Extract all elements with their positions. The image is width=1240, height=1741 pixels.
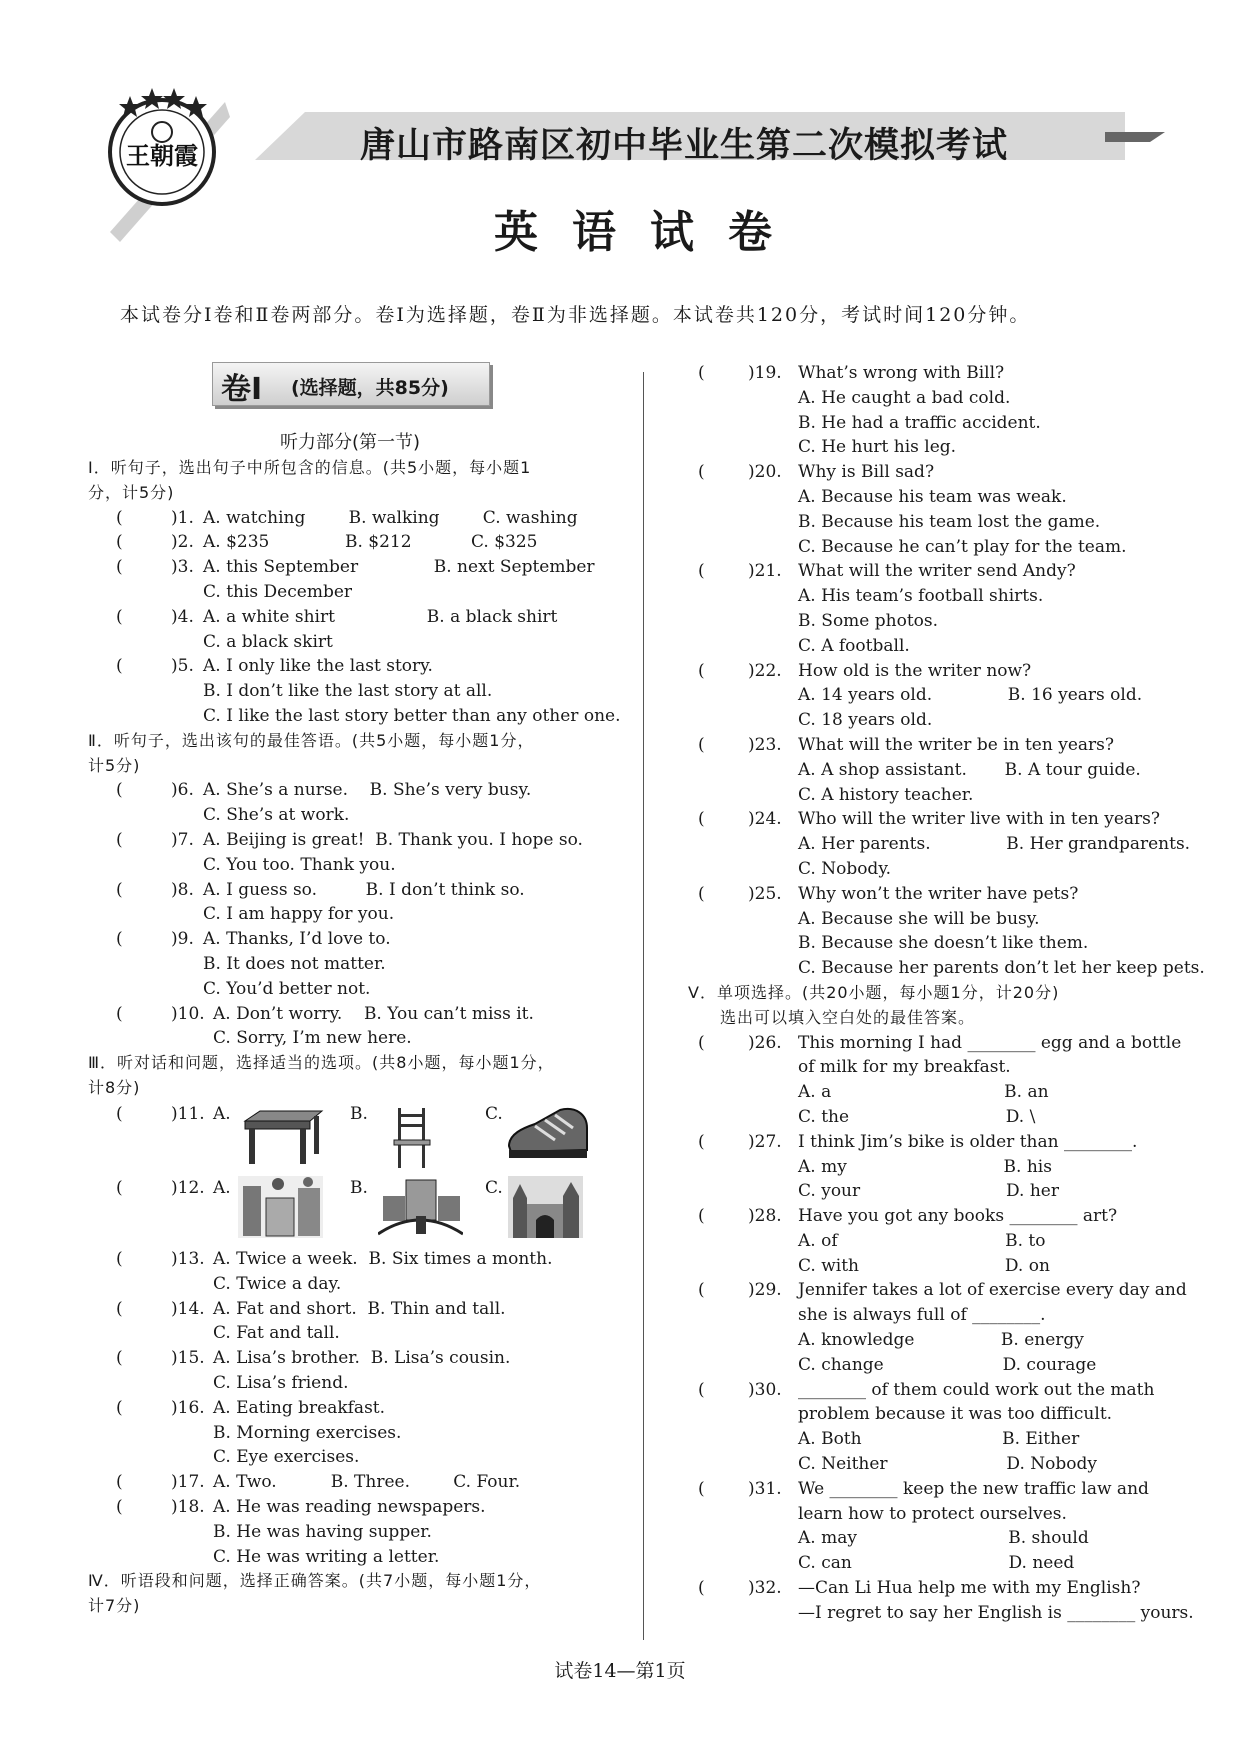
question-number: )7.	[171, 829, 194, 850]
option-line	[688, 1328, 1208, 1353]
heading-text: 分，计5分)	[88, 482, 175, 502]
question-number: )13.	[171, 1249, 205, 1269]
question-line	[88, 828, 628, 853]
answer-paren[interactable]: (	[698, 363, 705, 383]
option-text: she is always full of ________.	[798, 1305, 1046, 1326]
section-heading	[88, 456, 628, 481]
option-text: A. 14 years old. B. 16 years old.	[798, 685, 1143, 706]
option-b-label: B.	[350, 1178, 368, 1198]
option-text: C. A football.	[798, 635, 910, 656]
question-text: A. $235 B. $212 C. $325	[203, 532, 538, 553]
question-line	[88, 1396, 628, 1421]
question-text: What’s wrong with Bill?	[798, 363, 1005, 383]
question-text: Who will the writer live with in ten years?	[798, 809, 1161, 830]
option-line	[688, 609, 1208, 634]
answer-paren[interactable]: (	[116, 829, 123, 850]
answer-paren[interactable]: (	[698, 1478, 705, 1499]
answer-paren[interactable]: (	[698, 1131, 705, 1152]
answer-paren[interactable]: (	[698, 660, 705, 681]
heading-text: Ⅰ．听句子，选出句子中所包含的信息。(共5小题，每小题1	[88, 458, 532, 477]
option-text: of milk for my breakfast.	[798, 1057, 1011, 1078]
exam-title: 唐山市路南区初中毕业生第二次模拟考试	[360, 125, 1009, 166]
question-text: A. watching B. walking C. washing	[203, 507, 578, 528]
option-line	[688, 1502, 1208, 1527]
option-line	[688, 1452, 1208, 1477]
question-line	[688, 1031, 1208, 1056]
option-line	[688, 1526, 1208, 1551]
shoe-picture	[505, 1106, 590, 1161]
question-number: )24.	[748, 809, 782, 830]
question-text: A. Two. B. Three. C. Four.	[213, 1472, 521, 1493]
option-text: A. He caught a bad cold.	[798, 387, 1011, 408]
question-line	[88, 506, 628, 531]
question-number: )8.	[171, 879, 194, 900]
column-divider	[643, 372, 644, 1640]
question-text: This morning I had ________ egg and a bottle	[798, 1032, 1182, 1053]
volume-label: 卷Ⅰ	[221, 372, 263, 407]
question-text: What will the writer send Andy?	[798, 561, 1076, 582]
option-line	[688, 1080, 1208, 1105]
page-footer: 试卷14—第1页	[554, 1660, 686, 1682]
question-text: Jennifer takes a lot of exercise every day and	[798, 1280, 1187, 1301]
option-line	[688, 1551, 1208, 1576]
option-text: A. my B. his	[798, 1156, 1052, 1177]
question-text: I think Jim’s bike is older than ________.	[798, 1131, 1138, 1152]
question-text: A. I only like the last story.	[203, 656, 433, 677]
option-line	[88, 1520, 628, 1545]
question-line	[88, 605, 628, 630]
answer-paren[interactable]: (	[116, 1104, 123, 1124]
answer-paren[interactable]: (	[116, 1178, 123, 1198]
volume-note: (选择题，共85分)	[291, 377, 449, 399]
listening-section-title: 听力部分(第一节)	[279, 432, 421, 453]
option-text: A. His team’s football shirts.	[798, 586, 1044, 607]
section-heading	[88, 1569, 628, 1594]
question-text: A. Don’t worry. B. You can’t miss it.	[213, 1003, 534, 1024]
question-number: )17.	[171, 1472, 205, 1493]
answer-paren[interactable]: (	[116, 780, 123, 801]
option-line	[88, 977, 628, 1002]
question-number: )20.	[748, 462, 782, 483]
option-text: C. I am happy for you.	[203, 904, 395, 925]
question-text: A. Thanks, I’d love to.	[203, 929, 391, 950]
heading-text: 计5分)	[88, 755, 141, 775]
left-column-bottom	[88, 1247, 628, 1619]
question-number: )3.	[171, 557, 194, 578]
question-number: )18.	[171, 1496, 205, 1517]
option-line	[688, 907, 1208, 932]
option-line	[688, 1427, 1208, 1452]
option-text: C. with D. on	[798, 1255, 1050, 1276]
option-text: C. a black skirt	[203, 631, 333, 652]
option-c-label: C.	[485, 1104, 503, 1124]
question-text: How old is the writer now?	[798, 660, 1032, 681]
answer-paren[interactable]: (	[116, 1003, 123, 1024]
option-line	[688, 832, 1208, 857]
heading-text: 计7分)	[88, 1596, 141, 1616]
option-text: C. Neither D. Nobody	[798, 1454, 1097, 1475]
option-line	[88, 630, 628, 655]
question-number: )16.	[171, 1397, 205, 1418]
option-text: C. Twice a day.	[213, 1273, 342, 1294]
option-text: C. Because her parents don’t let her keep pets.	[798, 958, 1205, 979]
answer-paren[interactable]: (	[698, 1032, 705, 1053]
question-line	[88, 654, 628, 679]
question-line	[88, 555, 628, 580]
option-text: C. A history teacher.	[798, 784, 974, 805]
heading-text: 计8分)	[88, 1077, 141, 1097]
answer-paren[interactable]: (	[116, 1496, 123, 1517]
question-line	[688, 1204, 1208, 1229]
option-text: B. It does not matter.	[203, 953, 386, 974]
question-text: A. She’s a nurse. B. She’s very busy.	[203, 780, 532, 801]
question-number: )11.	[171, 1104, 205, 1124]
answer-paren[interactable]: (	[116, 1397, 123, 1418]
option-line	[88, 803, 628, 828]
question-number: )19.	[748, 363, 782, 383]
question-number: )9.	[171, 929, 194, 950]
option-line	[688, 510, 1208, 535]
section-heading	[88, 1051, 628, 1076]
question-text: A. Beijing is great! B. Thank you. I hope so.	[203, 829, 583, 850]
answer-paren[interactable]: (	[698, 1379, 705, 1400]
option-c-label: C.	[485, 1178, 503, 1198]
answer-paren[interactable]: (	[116, 879, 123, 900]
question-line	[88, 1002, 628, 1027]
option-line	[688, 1402, 1208, 1427]
question-number: )22.	[748, 660, 782, 681]
option-line	[688, 1055, 1208, 1080]
answer-paren[interactable]: (	[698, 462, 705, 483]
question-number: )1.	[171, 507, 194, 528]
question-line	[88, 927, 628, 952]
question-line	[688, 882, 1208, 907]
option-text: B. I don’t like the last story at all.	[203, 681, 493, 702]
question-number: )23.	[748, 734, 782, 755]
option-line	[688, 535, 1208, 560]
answer-paren[interactable]: (	[116, 1298, 123, 1319]
right-column	[688, 361, 1208, 1626]
option-text: C. He hurt his leg.	[798, 437, 957, 458]
option-line	[88, 902, 628, 927]
answer-paren[interactable]: (	[116, 507, 123, 528]
question-line	[688, 1576, 1208, 1601]
option-text: C. I like the last story better than any other one.	[203, 705, 621, 726]
option-line	[688, 584, 1208, 609]
option-text: C. She’s at work.	[203, 805, 350, 826]
section-heading	[88, 1594, 628, 1619]
exam-subtitle: 英语试卷	[494, 207, 806, 258]
option-line	[688, 956, 1208, 981]
answer-paren[interactable]: (	[116, 1348, 123, 1369]
option-line	[88, 1421, 628, 1446]
answer-paren[interactable]: (	[698, 1206, 705, 1227]
question-line	[688, 733, 1208, 758]
question-text: A. a white shirt B. a black shirt	[203, 606, 558, 627]
question-line	[688, 559, 1208, 584]
question-line	[688, 1378, 1208, 1403]
heading-text: Ⅴ．单项选择。(共20小题，每小题1分，计20分)	[688, 982, 1060, 1002]
heading-text: 选出可以填入空白处的最佳答案。	[720, 1007, 976, 1027]
option-text: C. Lisa’s friend.	[213, 1372, 349, 1393]
question-text: Why is Bill sad?	[798, 462, 935, 483]
option-line	[688, 708, 1208, 733]
answer-paren[interactable]: (	[116, 1249, 123, 1269]
option-text: C. your D. her	[798, 1181, 1059, 1202]
question-number: )12.	[171, 1178, 205, 1198]
answer-paren[interactable]: (	[116, 929, 123, 950]
option-line	[88, 679, 628, 704]
option-line	[688, 857, 1208, 882]
building-picture	[378, 1176, 463, 1238]
question-number: )5.	[171, 656, 194, 677]
option-b-label: B.	[350, 1104, 368, 1124]
option-text: C. Fat and tall.	[213, 1323, 340, 1344]
question-number: )30.	[748, 1379, 782, 1400]
question-line	[88, 1470, 628, 1495]
option-text: A. of B. to	[798, 1230, 1046, 1251]
option-text: B. He had a traffic accident.	[798, 412, 1041, 433]
question-text: A. Eating breakfast.	[213, 1397, 386, 1418]
option-line	[88, 1272, 628, 1297]
castle-picture	[508, 1176, 583, 1238]
question-line	[88, 1495, 628, 1520]
option-line	[688, 683, 1208, 708]
heading-text: Ⅱ．听句子，选出该句的最佳答语。(共5小题，每小题1分，	[88, 730, 535, 750]
option-a-label: A.	[213, 1104, 231, 1124]
option-text: problem because it was too difficult.	[798, 1404, 1113, 1425]
section-heading	[88, 1076, 628, 1101]
question-line	[88, 1247, 628, 1272]
option-line	[688, 485, 1208, 510]
question-text: Have you got any books ________ art?	[798, 1206, 1118, 1227]
option-line	[88, 1371, 628, 1396]
table-picture	[240, 1106, 325, 1166]
option-line	[688, 386, 1208, 411]
answer-paren[interactable]: (	[116, 606, 123, 627]
exam-instructions: 本试卷分Ⅰ卷和Ⅱ卷两部分。卷Ⅰ为选择题，卷Ⅱ为非选择题。本试卷共120分，考试时间120分钟。	[120, 304, 1031, 326]
option-line	[88, 952, 628, 977]
question-text: A. I guess so. B. I don’t think so.	[203, 879, 525, 900]
option-line	[688, 411, 1208, 436]
option-text: A. A shop assistant. B. A tour guide.	[798, 759, 1141, 780]
question-line	[88, 1297, 628, 1322]
answer-paren[interactable]: (	[698, 734, 705, 755]
question-text: A. this September B. next September	[203, 557, 595, 578]
option-text: A. Because his team was weak.	[798, 486, 1067, 507]
option-line	[688, 758, 1208, 783]
option-text: A. a B. an	[798, 1082, 1049, 1103]
option-line	[88, 1545, 628, 1570]
option-line	[688, 1254, 1208, 1279]
option-text: C. You’d better not.	[203, 978, 371, 999]
option-line	[688, 1105, 1208, 1130]
answer-paren[interactable]: (	[698, 1280, 705, 1301]
question-line	[688, 460, 1208, 485]
option-line	[688, 1353, 1208, 1378]
option-text: C. Sorry, I’m new here.	[213, 1028, 412, 1049]
section-heading	[88, 729, 628, 754]
volume-label-box	[212, 362, 490, 406]
option-text: B. He was having supper.	[213, 1521, 432, 1542]
option-line	[688, 1179, 1208, 1204]
option-text: A. Both B. Either	[798, 1429, 1080, 1450]
answer-paren[interactable]: (	[116, 532, 123, 553]
answer-paren[interactable]: (	[698, 809, 705, 830]
option-line	[88, 1321, 628, 1346]
option-line	[88, 1026, 628, 1051]
section-heading	[88, 754, 628, 779]
question-number: )6.	[171, 780, 194, 801]
question-number: )10.	[171, 1003, 205, 1024]
option-line	[688, 1155, 1208, 1180]
question-line	[88, 1346, 628, 1371]
question-number: )32.	[748, 1578, 782, 1599]
section-heading	[688, 981, 1208, 1006]
option-line	[88, 1445, 628, 1470]
option-text: C. He was writing a letter.	[213, 1546, 440, 1567]
chair-picture	[390, 1106, 435, 1171]
option-line	[688, 435, 1208, 460]
option-text: B. Because his team lost the game.	[798, 511, 1101, 532]
question-text: —Can Li Hua help me with my English?	[798, 1578, 1141, 1599]
section-heading	[88, 481, 628, 506]
option-text: B. Because she doesn’t like them.	[798, 933, 1089, 954]
option-line	[88, 853, 628, 878]
option-text: A. Her parents. B. Her grandparents.	[798, 834, 1191, 855]
heading-text: Ⅳ．听语段和问题，选择正确答案。(共7小题，每小题1分，	[88, 1571, 542, 1591]
option-text: learn how to protect ourselves.	[798, 1503, 1067, 1524]
answer-paren[interactable]: (	[116, 656, 123, 677]
option-text: A. Because she will be busy.	[798, 908, 1040, 929]
question-line	[688, 1477, 1208, 1502]
answer-paren[interactable]: (	[116, 1472, 123, 1493]
question-line	[688, 1130, 1208, 1155]
option-text: C. You too. Thank you.	[203, 854, 396, 875]
option-text: B. Morning exercises.	[213, 1422, 402, 1443]
option-text: C. the D. \	[798, 1106, 1036, 1127]
question-text: A. Fat and short. B. Thin and tall.	[213, 1298, 506, 1319]
option-a-label: A.	[213, 1178, 231, 1198]
option-text: C. 18 years old.	[798, 710, 933, 731]
question-text: What will the writer be in ten years?	[798, 734, 1114, 755]
question-number: )2.	[171, 532, 194, 553]
answer-paren[interactable]: (	[698, 1578, 705, 1599]
option-text: C. Eye exercises.	[213, 1447, 360, 1468]
question-number: )26.	[748, 1032, 782, 1053]
section-heading	[688, 1006, 1208, 1031]
question-text: Why won’t the writer have pets?	[798, 883, 1079, 904]
question-number: )21.	[748, 561, 782, 582]
question-text: We ________ keep the new traffic law and	[798, 1478, 1149, 1499]
option-line	[688, 1601, 1208, 1626]
question-text: ________ of them could work out the math	[798, 1379, 1155, 1400]
option-line	[688, 931, 1208, 956]
question-number: )15.	[171, 1348, 205, 1369]
publisher-logo	[100, 82, 230, 252]
question-number: )28.	[748, 1206, 782, 1227]
question-number: )14.	[171, 1298, 205, 1319]
option-text: C. Nobody.	[798, 858, 892, 879]
question-number: )31.	[748, 1478, 782, 1499]
question-line	[688, 659, 1208, 684]
option-text: A. knowledge B. energy	[798, 1330, 1084, 1351]
option-text: C. this December	[203, 581, 353, 602]
option-text: C. Because he can’t play for the team.	[798, 536, 1127, 557]
question-line	[88, 530, 628, 555]
question-text: A. Lisa’s brother. B. Lisa’s cousin.	[213, 1348, 511, 1369]
answer-paren[interactable]: (	[116, 557, 123, 578]
question-number: )25.	[748, 883, 782, 904]
option-line	[688, 1229, 1208, 1254]
park-picture	[238, 1176, 323, 1238]
option-text: C. change D. courage	[798, 1354, 1097, 1375]
question-line	[688, 361, 1208, 386]
option-text: B. Some photos.	[798, 610, 939, 631]
option-line	[688, 634, 1208, 659]
question-text: A. Twice a week. B. Six times a month.	[213, 1249, 553, 1269]
option-line	[88, 704, 628, 729]
question-line	[688, 807, 1208, 832]
logo-text: 王朝霞	[126, 141, 198, 170]
question-text: A. He was reading newspapers.	[213, 1496, 486, 1517]
question-line	[88, 878, 628, 903]
option-line	[88, 580, 628, 605]
answer-paren[interactable]: (	[698, 883, 705, 904]
question-line	[688, 1278, 1208, 1303]
question-number: )29.	[748, 1280, 782, 1301]
option-text: A. may B. should	[798, 1528, 1089, 1549]
left-column-top	[88, 456, 628, 1101]
option-text: C. can D. need	[798, 1553, 1075, 1574]
option-line	[688, 1303, 1208, 1328]
question-number: )27.	[748, 1131, 782, 1152]
answer-paren[interactable]: (	[698, 561, 705, 582]
heading-text: Ⅲ．听对话和问题，选择适当的选项。(共8小题，每小题1分，	[88, 1053, 555, 1073]
option-text: —I regret to say her English is ________ yours.	[798, 1602, 1194, 1623]
option-line	[688, 783, 1208, 808]
question-number: )4.	[171, 606, 194, 627]
question-line	[88, 778, 628, 803]
